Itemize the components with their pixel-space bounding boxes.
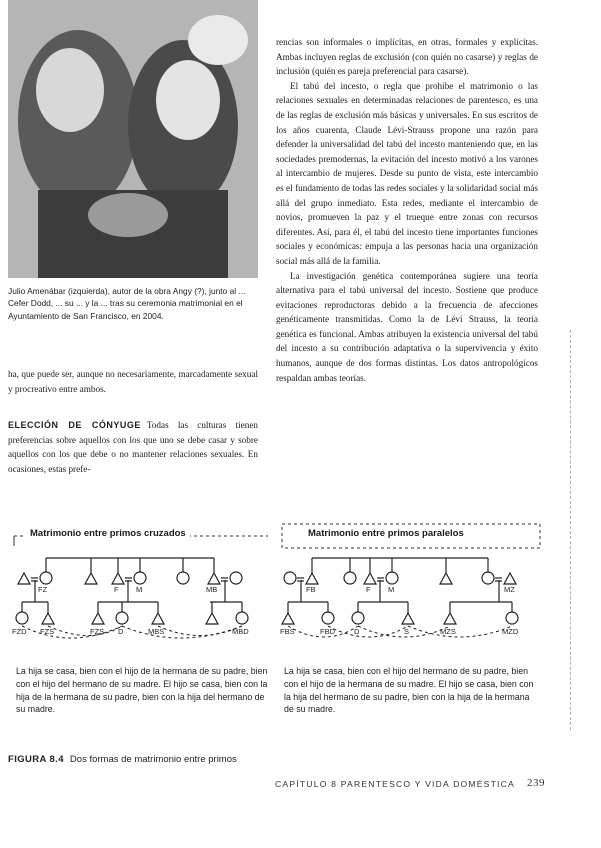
label-fzd: FZD <box>12 627 27 636</box>
label-mz: MZ <box>504 585 515 594</box>
label-f-right: F <box>366 585 371 594</box>
diagram-cross-caption: La hija se casa, bien con el hijo de la hermana de su padre, bien con el hijo del hermano de su madre. El hijo se casa, bien con la hija de la hermana de su padre, bien con la hija del hermano de su madre. <box>16 666 268 715</box>
label-fzs: FZS <box>40 627 55 636</box>
label-mzd: MZD <box>502 627 519 636</box>
diagram-cross-cousins <box>10 520 272 640</box>
diagram-parallel-cousins <box>280 520 542 640</box>
label-fb: FB <box>306 585 316 594</box>
figure-number: FIGURA 8.4 <box>8 754 64 765</box>
page-footer <box>275 779 545 789</box>
label-mb: MB <box>206 585 218 594</box>
label-mbs: MBS <box>148 627 165 636</box>
right-paragraph-2: El tabú del incesto, o regla que prohíbe el matrimonio o las relaciones sexuales en determinadas relaciones de parentesco, es una de las reglas de exclusión más básicas y universales. En sus escritos de los años cuarenta, Claude Lévi-Strauss propone una razón para defender la universalidad del tabú del incesto manteniendo que, en las sociedades premodernas, la evitación del incesto motivó a los varones al intercambio de mujeres. Desde su punto de vista, este intercambio es el fundamento de todas las redes sociales y la solidaridad social más allá del grupo inmediato. Esta redes, mediante el intercambio de novios, promueven la paz y el trueque entre zonas con recursos diferentes. Así, para él, el tabú del incesto tiene importantes funciones sociales y económicas: empuja a las personas hacia una organización social más allá de la familia. <box>276 80 538 266</box>
label-mbd: MBD <box>232 627 249 636</box>
continuation-paragraph: ha, que puede ser, aunque no necesariamente, marcadamente sexual y procreativo entre ambos. <box>8 369 258 394</box>
diagram-parallel-caption: La hija se casa, bien con el hijo del hermano de su padre, bien con el hijo de la hermana de su madre. El hijo se casa, bien con la hija del hermano de su padre, bien con la hija de la hermana de su madre. <box>284 666 534 715</box>
page-number: 239 <box>527 777 545 789</box>
photo-wedding-icon <box>8 0 258 278</box>
label-fbd: FBD <box>320 627 335 636</box>
figure-title: Dos formas de matrimonio entre primos <box>69 754 237 765</box>
label-fbs: FBS <box>280 627 295 636</box>
label-s-right: S <box>404 627 410 636</box>
label-d: D <box>118 627 124 636</box>
right-paragraph-3: La investigación genética contemporánea sugiere una teoría alternativa para el tabú universal del incesto. Sostiene que produce evitaciones reproductoras debido a la frecuencia de afecciones genéticamente transmitidas. Como la de Lévi Strauss, la teoría genética es funcional. Ambas atribuyen la existencia universal del tabú del incesto a su contribución adaptativa o la supervivencia y éxito humanos, aunque de dos formas distintas. Los datos antropológicos respaldan ambas teorías. <box>276 270 538 383</box>
label-mzs: MZS <box>440 627 456 636</box>
label-fz: FZ <box>38 585 48 594</box>
label-d-right: D <box>354 627 360 636</box>
label-m-right: M <box>388 585 395 594</box>
section-heading: ELECCIÓN DE CÓNYUGE <box>8 420 141 430</box>
label-fzs-2: FZS <box>90 627 105 636</box>
section-text: Todas las culturas tienen preferencias sobre aquellos con los que uno se debe casar y sobre aquellos con los que debe o no mantener relaciones sexuales. En ocasiones, estas prefe- <box>8 420 258 474</box>
diagram-parallel-title: Matrimonio entre primos paralelos <box>304 528 468 539</box>
left-column-continuation <box>8 367 258 396</box>
label-m: M <box>136 585 143 594</box>
label-f: F <box>114 585 119 594</box>
section-eleccion <box>8 418 258 476</box>
photo-caption: Julio Amenábar (izquierda), autor de la obra Angy (?), junto al ... Cefer Dodd, ... su ... y la ... tras su ceremonia matrimonial en el Ayuntamiento de San Francisco, en 2004. <box>8 286 246 321</box>
diagram-cross-title: Matrimonio entre primos cruzados <box>26 528 190 539</box>
right-column <box>276 35 538 385</box>
edge-rule <box>570 330 572 730</box>
right-paragraph-1: rencias son informales o implícitas, en otras, formales y explícitas. Ambas incluyen reglas de exclusión (con quién no casarse) y reglas de inclusión (quién es pareja preferencial para casarse). <box>276 37 538 77</box>
footer-chapter: CAPÍTULO 8 PARENTESCO Y VIDA DOMÉSTICA <box>275 779 515 789</box>
photo-wedding <box>8 0 258 278</box>
figure-label <box>8 754 237 765</box>
